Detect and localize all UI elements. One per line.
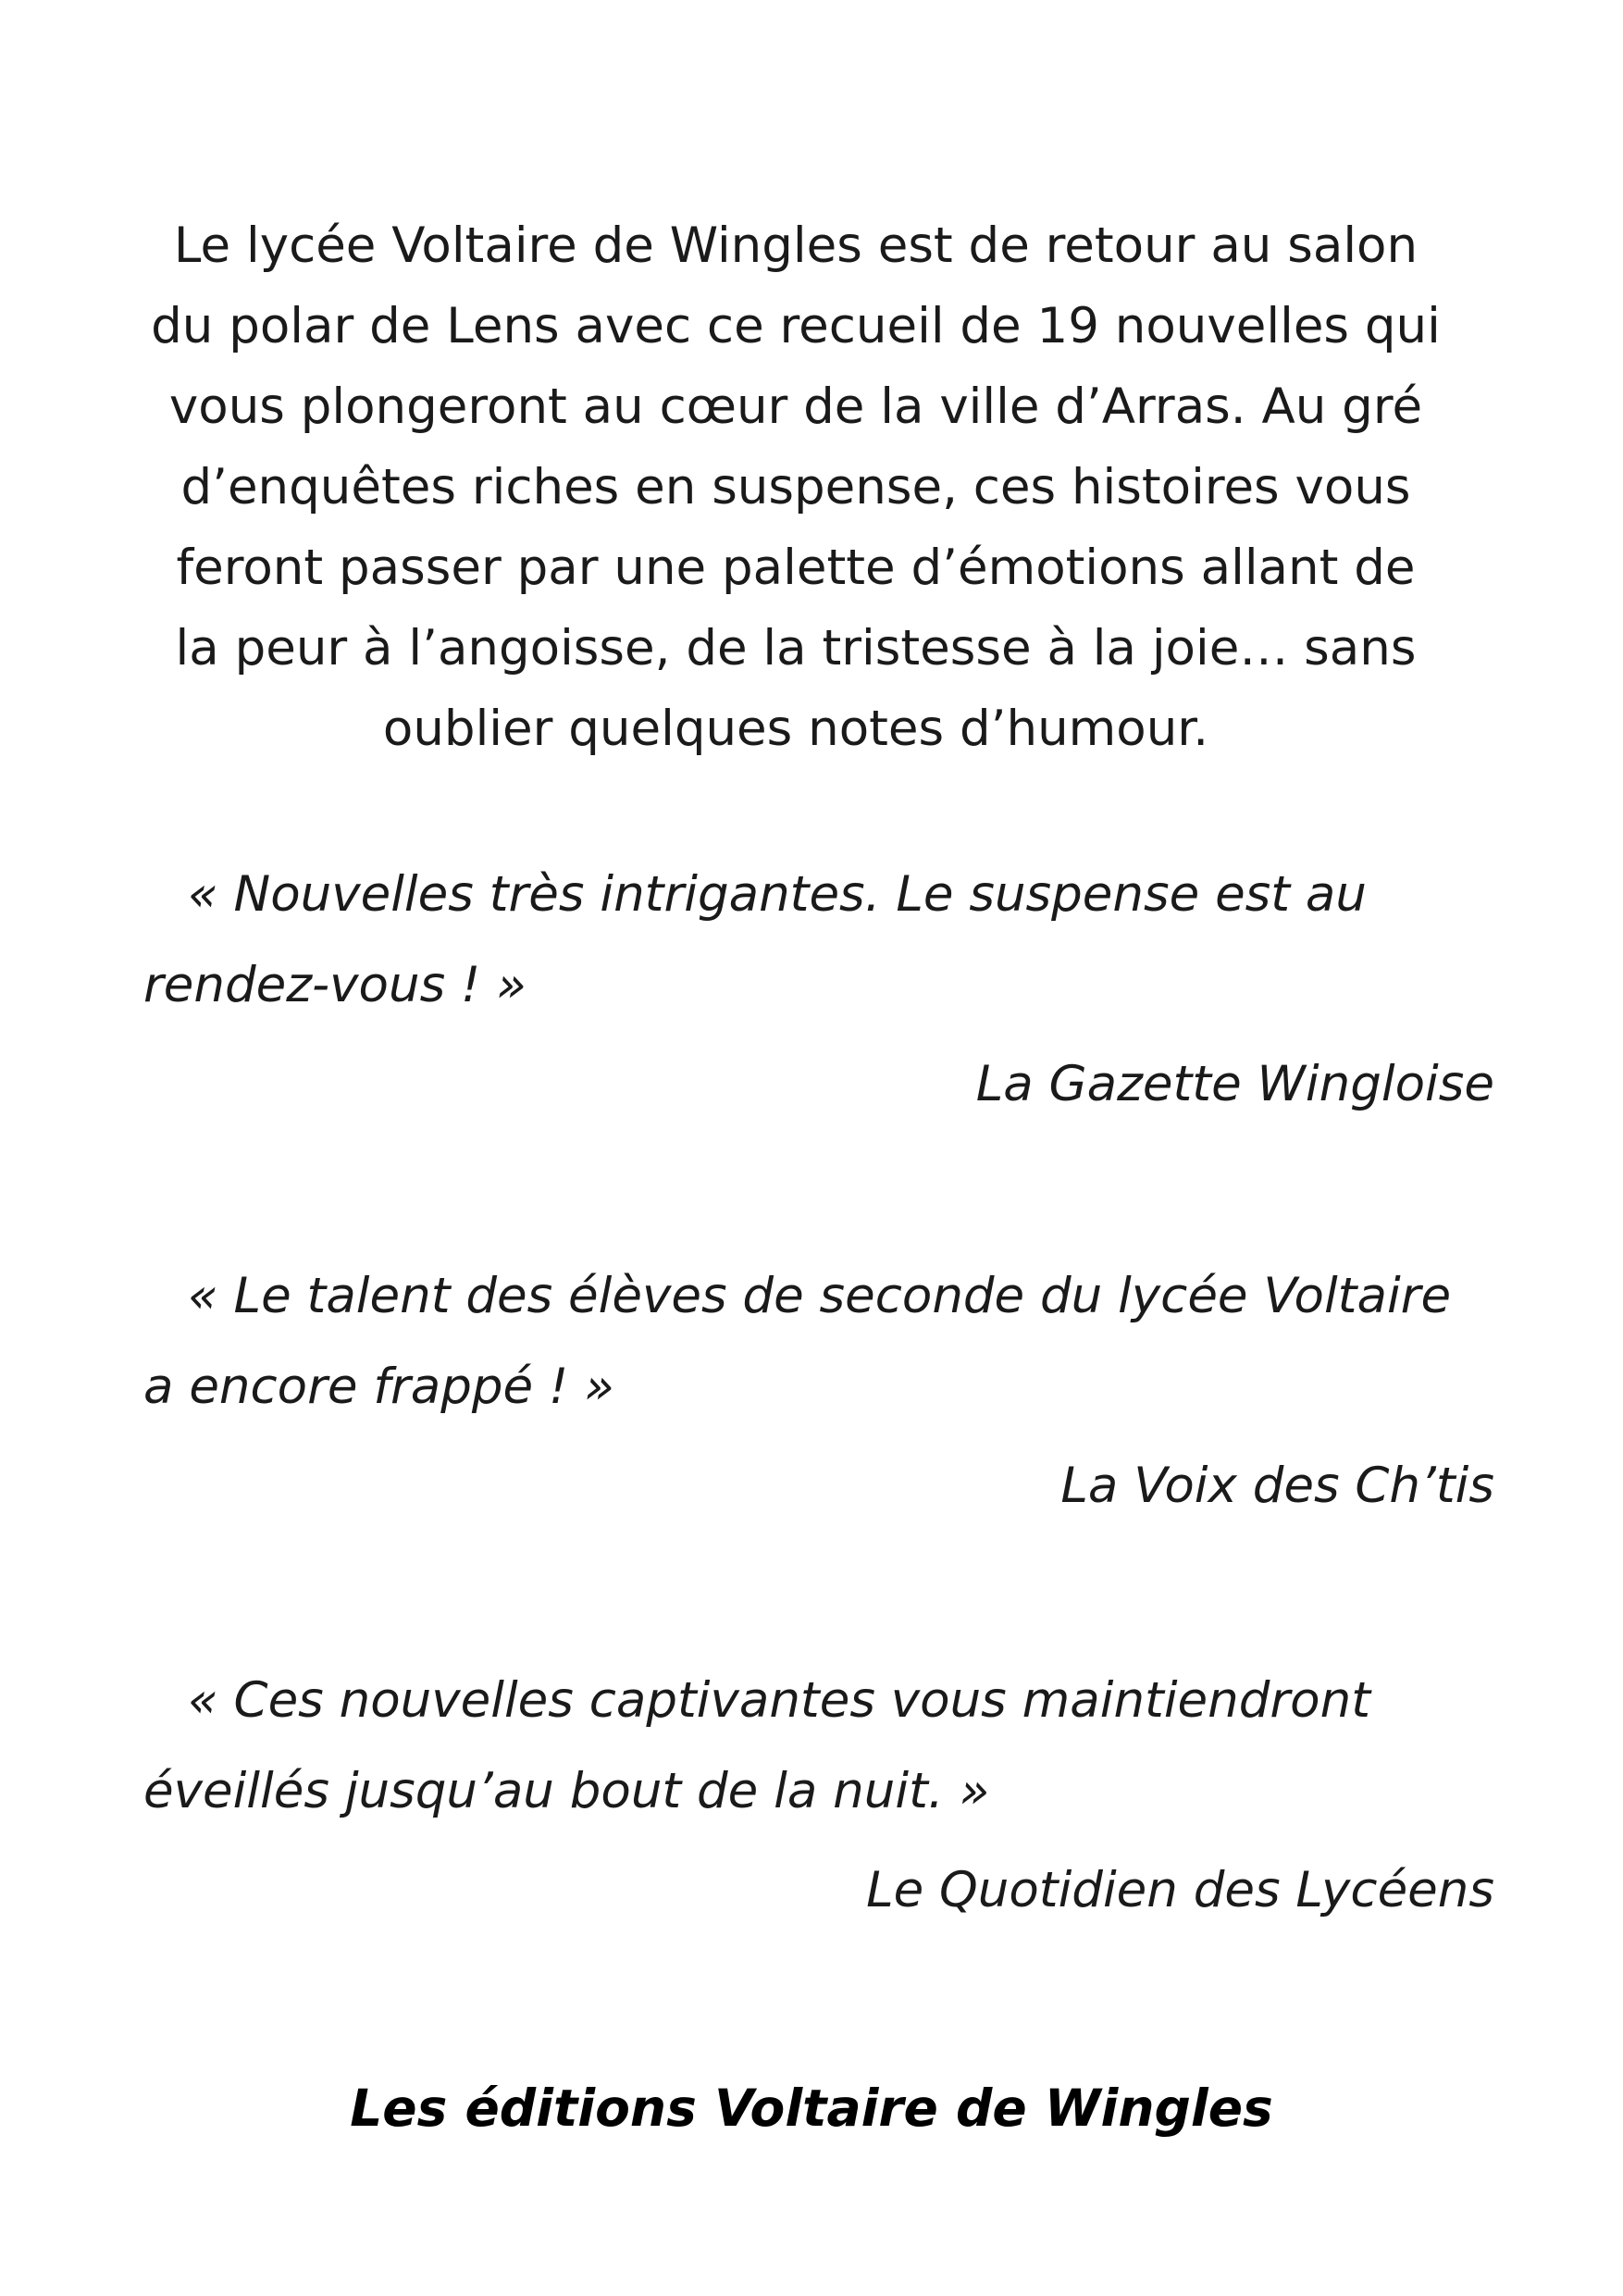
quote-text	[143, 1656, 1494, 1837]
intro-line: d’enquêtes riches en suspense, ces histoires vous	[180, 459, 1411, 515]
intro-paragraph	[102, 205, 1490, 769]
quote-line: « Ces nouvelles captivantes vous maintiendront	[188, 1672, 1370, 1729]
quote-text	[143, 1251, 1494, 1433]
quote-source: La Voix des Ch’tis	[1060, 1458, 1494, 1514]
intro-line: du polar de Lens avec ce recueil de 19 nouvelles qui	[151, 298, 1441, 354]
intro-line: la peur à l’angoisse, de la tristesse à la joie… sans	[175, 620, 1417, 676]
quote-line: « Le talent des élèves de seconde du lycée Voltaire	[188, 1268, 1452, 1324]
intro-line: feront passer par une palette d’émotions allant de	[176, 540, 1416, 596]
intro-line: oublier quelques notes d’humour.	[382, 701, 1209, 757]
review-quote	[143, 1251, 1494, 1523]
quote-text	[143, 850, 1494, 1031]
intro-line: Le lycée Voltaire de Wingles est de retour au salon	[173, 217, 1419, 274]
quote-line: éveillés jusqu’au bout de la nuit. »	[143, 1763, 990, 1819]
quote-line: a encore frappé ! »	[143, 1359, 614, 1415]
quote-source: Le Quotidien des Lycéens	[866, 1862, 1494, 1918]
quote-source: La Gazette Wingloise	[975, 1056, 1494, 1112]
intro-line: vous plongeront au cœur de la ville d’Arras. Au gré	[168, 379, 1423, 435]
quote-line: « Nouvelles très intrigantes. Le suspense est au	[188, 866, 1367, 923]
quote-line: rendez-vous ! »	[143, 957, 527, 1013]
review-quote	[143, 1656, 1494, 1928]
review-quote	[143, 850, 1494, 1122]
publisher-name: Les éditions Voltaire de Wingles	[350, 2079, 1273, 2138]
